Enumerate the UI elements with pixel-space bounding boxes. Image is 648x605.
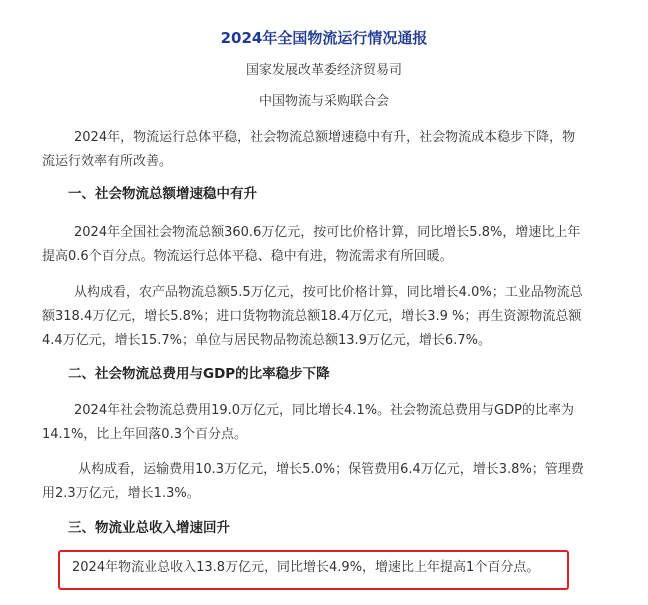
section-3-paragraph-1 bbox=[72, 556, 620, 580]
section-2-paragraph-1 bbox=[42, 399, 616, 447]
paragraph-line: 从构成看，运输费用10.3万亿元，增长5.0%；保管费用6.4万亿元，增长3.8%；管理费 bbox=[74, 462, 584, 477]
section-heading-1: 一、社会物流总额增速稳中有升 bbox=[68, 186, 257, 202]
section-heading-2: 二、社会物流总费用与GDP的比率稳步下降 bbox=[68, 366, 330, 382]
section-1-paragraph-1 bbox=[42, 221, 616, 269]
paragraph-line: 提高0.6个百分点。物流运行总体平稳、稳中有进，物流需求有所回暖。 bbox=[42, 249, 453, 264]
intro-line-1: 2024年，物流运行总体平稳，社会物流总额增速稳中有升，社会物流成本稳步下降，物 bbox=[74, 130, 576, 145]
paragraph-line: 4.4万亿元，增长15.7%；单位与居民物品物流总额13.9万亿元，增长6.7%。 bbox=[42, 333, 491, 348]
paragraph-line: 用2.3万亿元，增长1.3%。 bbox=[42, 486, 200, 501]
paragraph-line: 从构成看，农产品物流总额5.5万亿元，按可比价格计算，同比增长4.0%；工业品物流总 bbox=[74, 285, 583, 300]
section-2-paragraph-2 bbox=[42, 458, 616, 506]
issuer-line-1: 国家发展改革委经济贸易司 bbox=[245, 63, 402, 78]
intro-paragraph bbox=[42, 126, 616, 174]
paragraph-line: 14.1%，比上年回落0.3个百分点。 bbox=[42, 427, 247, 442]
paragraph-line: 额318.4万亿元，增长5.8%；进口货物物流总额18.4万亿元，增长3.9 %；再生资源物流总额 bbox=[42, 309, 582, 324]
intro-line-2: 流运行效率有所改善。 bbox=[42, 154, 173, 169]
paragraph-line: 2024年全国社会物流总额360.6万亿元，按可比价格计算，同比增长5.8%，增速比上年 bbox=[74, 225, 581, 240]
issuer-line-2: 中国物流与采购联合会 bbox=[258, 94, 389, 109]
section-1-paragraph-2 bbox=[42, 281, 616, 353]
paragraph-line: 2024年物流业总收入13.8万亿元，同比增长4.9%，增速比上年提高1个百分点。 bbox=[72, 560, 540, 575]
document-title: 2024年全国物流运行情况通报 bbox=[220, 29, 428, 47]
section-heading-3: 三、物流业总收入增速回升 bbox=[68, 520, 230, 536]
paragraph-line: 2024年社会物流总费用19.0万亿元，同比增长4.1%。社会物流总费用与GDP的比率为 bbox=[74, 403, 574, 418]
